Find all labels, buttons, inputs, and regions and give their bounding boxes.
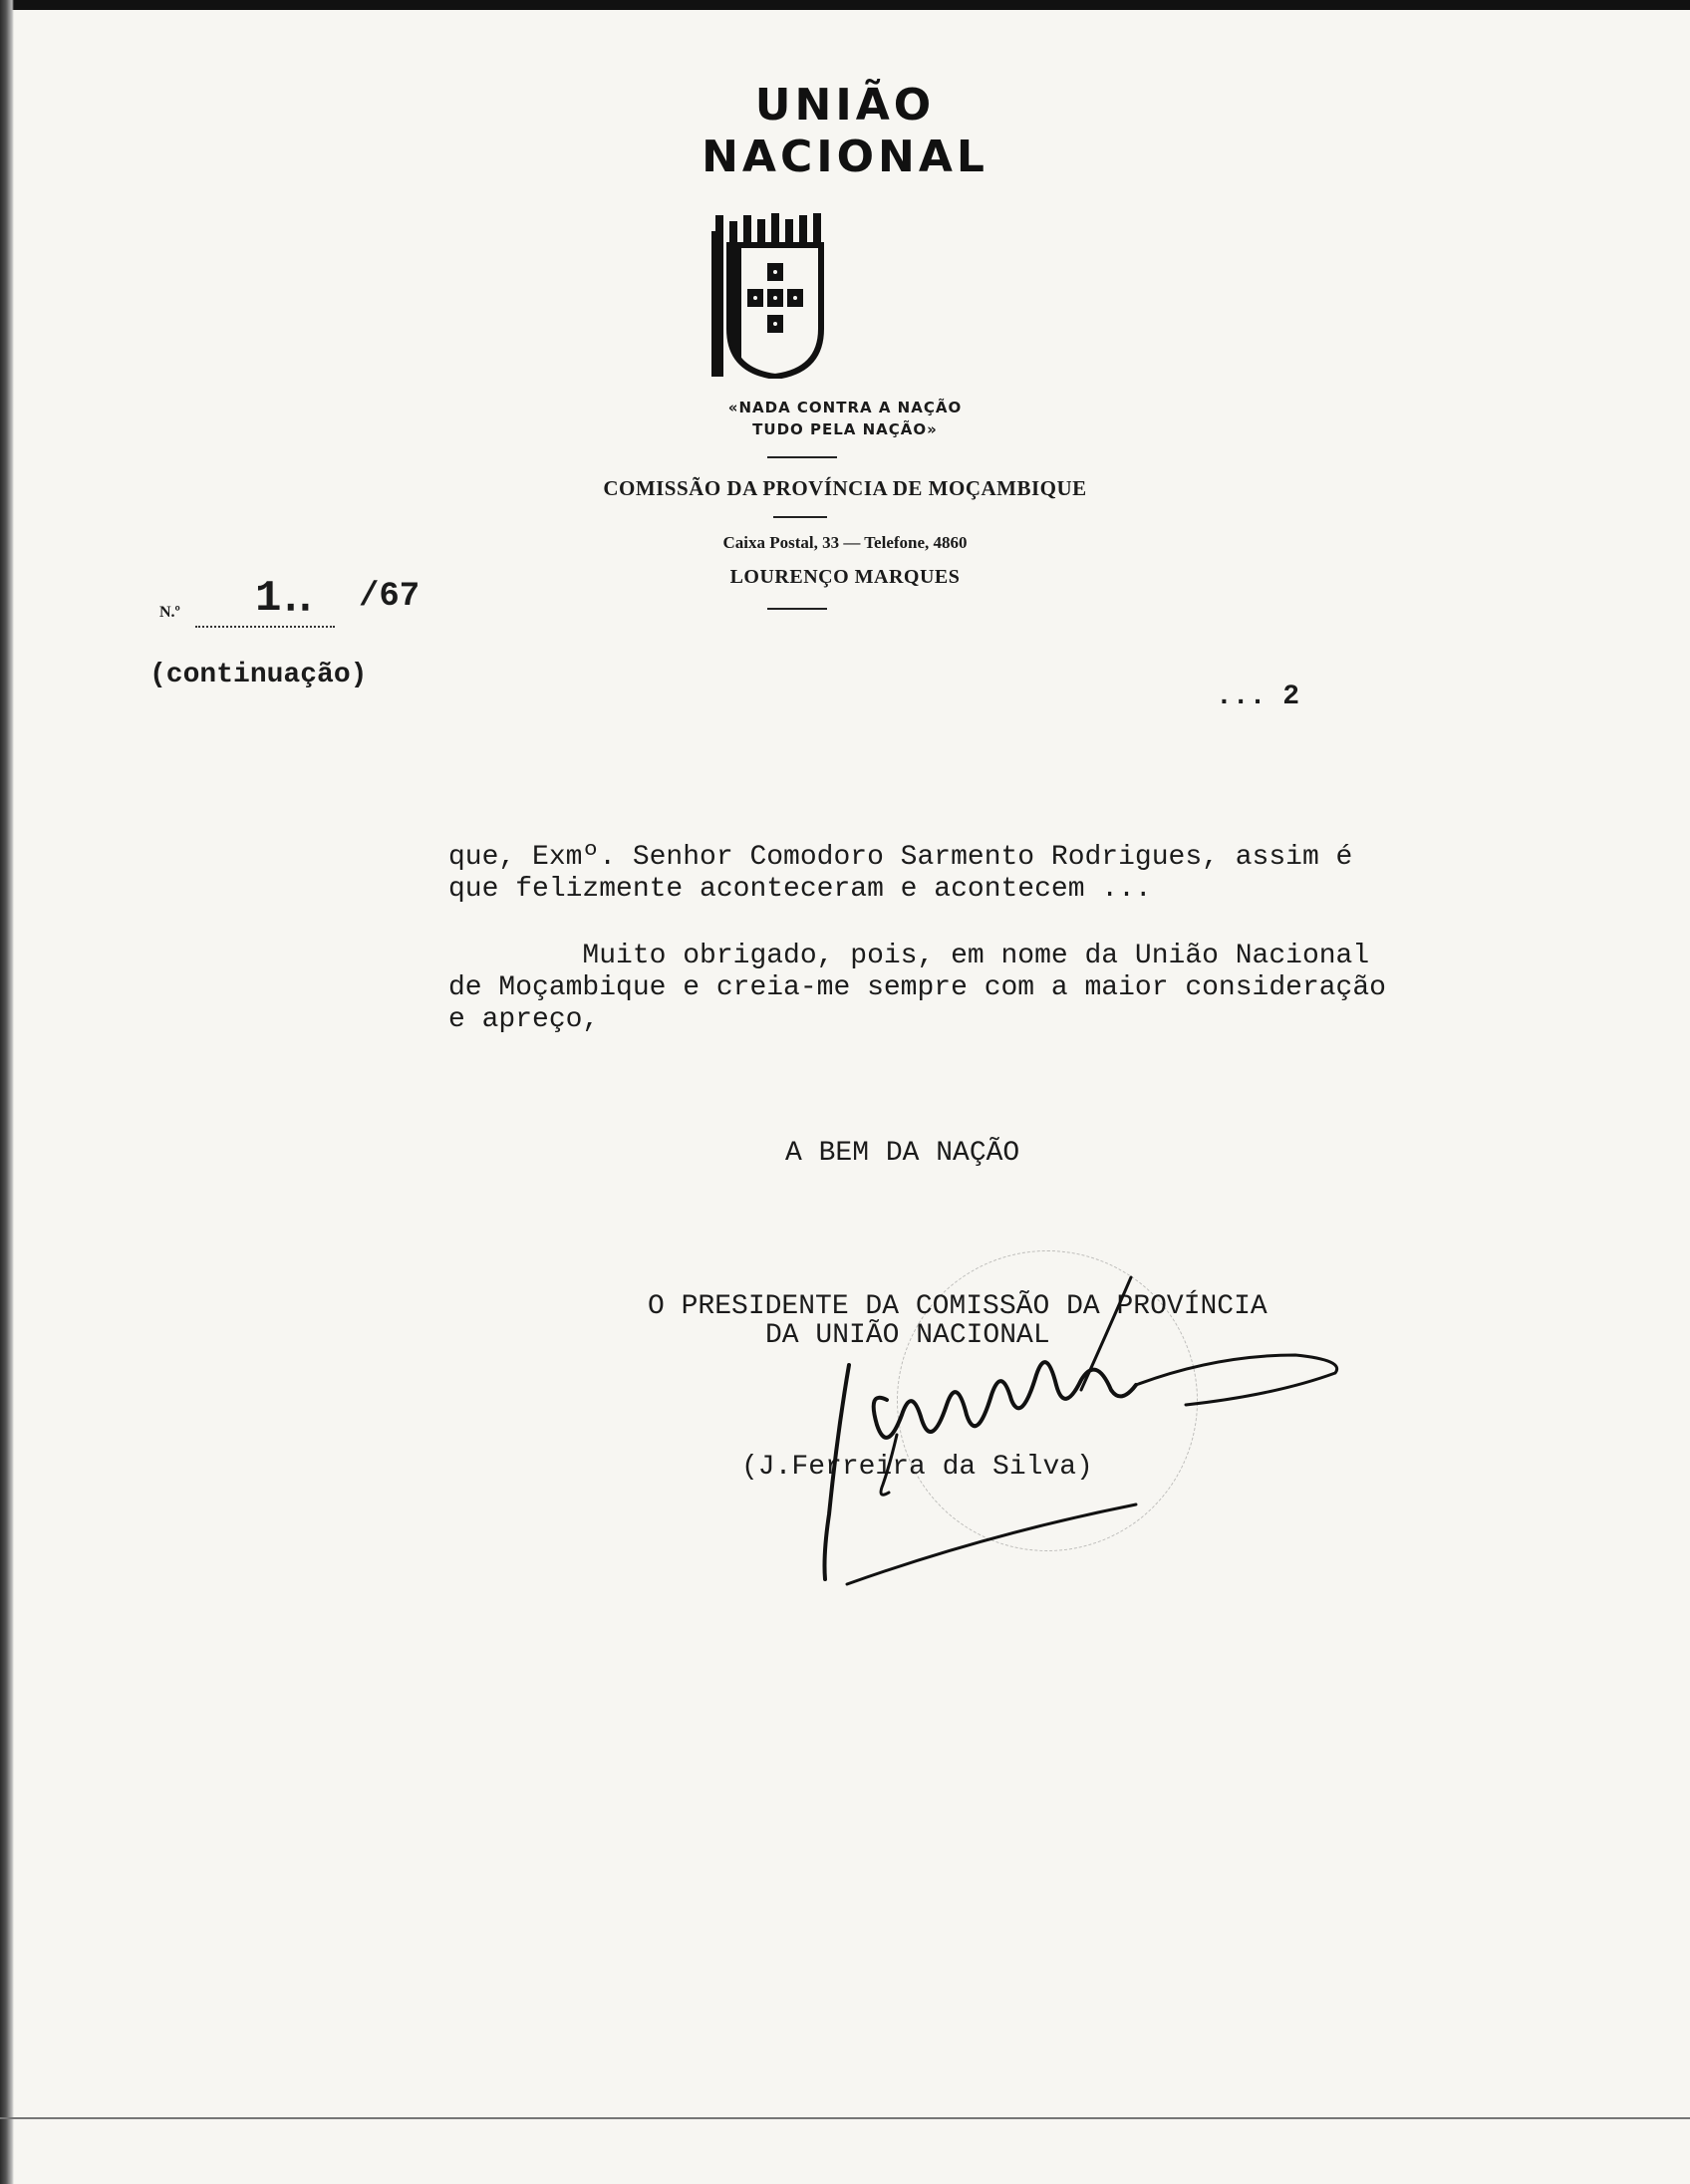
signatory-title-line2: DA UNIÃO NACIONAL [765, 1320, 1050, 1351]
divider [773, 516, 827, 518]
divider [767, 608, 827, 610]
motto-line1: «NADA CONTRA A NAÇÃO [727, 399, 963, 416]
page-number: ... 2 [1216, 682, 1300, 712]
scan-left-edge [0, 0, 14, 2184]
continuation-label: (continuação) [149, 660, 368, 690]
shield-emblem-icon [707, 211, 827, 379]
body-paragraph-1: que, Exmº. Senhor Comodoro Sarmento Rodrigues, assim é que felizmente aconteceram e acontecem ... [448, 842, 1353, 905]
signatory-name: (J.Ferreira da Silva) [741, 1452, 1093, 1483]
reference-dotted-line [195, 626, 335, 628]
reference-number: 1‥ [255, 574, 315, 624]
org-name-line1: UNIÃO [754, 80, 936, 131]
signatory-title-line1: O PRESIDENTE DA COMISSÃO DA PROVÍNCIA [648, 1291, 1268, 1322]
divider [767, 456, 837, 458]
reference-label: N.º [159, 604, 180, 621]
commission-title: COMISSÃO DA PROVÍNCIA DE MOÇAMBIQUE [603, 476, 1087, 500]
org-name-line2: NACIONAL [702, 132, 988, 182]
body-paragraph-2: Muito obrigado, pois, em nome da União Nacional de Moçambique e creia-me sempre com a maior consideração e apreço, [448, 941, 1386, 1035]
city-name: LOURENÇO MARQUES [729, 566, 961, 588]
postal-address: Caixa Postal, 33 — Telefone, 4860 [722, 533, 968, 552]
scan-bottom-line [0, 2117, 1690, 2119]
closing-salutation: A BEM DA NAÇÃO [785, 1138, 1020, 1169]
scan-top-edge [0, 0, 1690, 10]
reference-year: /67 [359, 578, 421, 616]
motto-line2: TUDO PELA NAÇÃO» [752, 420, 938, 438]
